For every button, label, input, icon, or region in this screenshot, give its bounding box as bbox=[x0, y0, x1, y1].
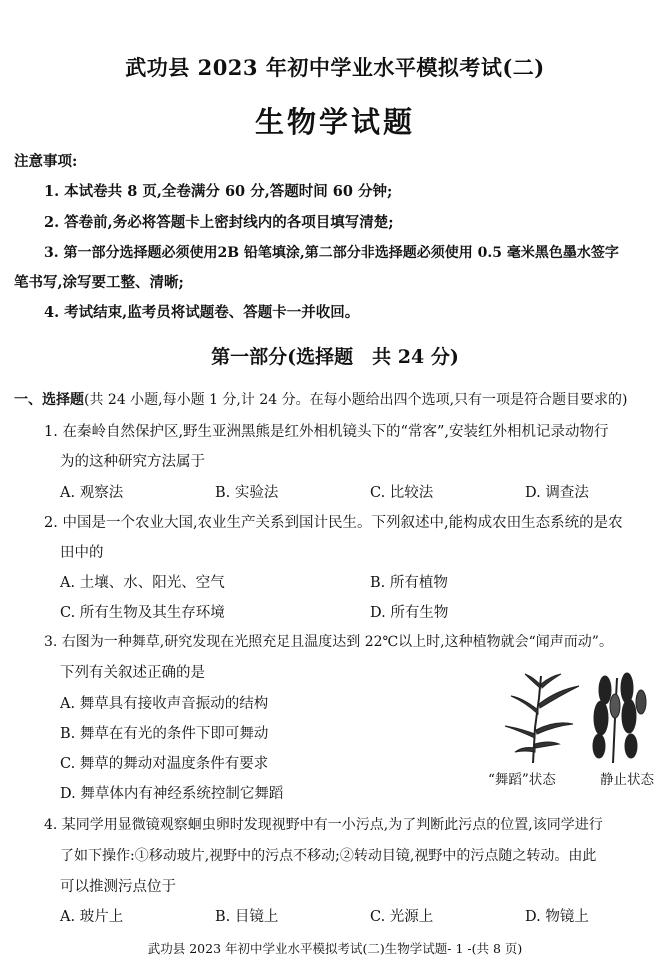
note-item-3-line-1: 3. 第一部分选择题必须使用2B 铅笔填涂,第二部分非选择题必须使用 0.5 毫米黑色墨水签字 bbox=[44, 245, 619, 261]
q1-option-a: A. 观察法 bbox=[60, 485, 124, 501]
dancing-state-plant-illustration bbox=[505, 674, 579, 763]
q3-option-d: D. 舞草体内有神经系统控制它舞蹈 bbox=[60, 786, 284, 802]
q1-option-d: D. 调查法 bbox=[525, 485, 589, 501]
page-footer: 武功县 2023 年初中学业水平模拟考试(二)生物学试题- 1 -(共 8 页) bbox=[147, 941, 523, 956]
q4-option-a: A. 玻片上 bbox=[60, 909, 124, 925]
notes-heading: 注意事项: bbox=[14, 153, 78, 170]
q2-option-d: D. 所有生物 bbox=[370, 605, 449, 621]
section-label: 一、选择题 bbox=[14, 392, 84, 408]
q3-stem-line-2: 下列有关叙述正确的是 bbox=[60, 665, 205, 681]
caption-dancing-state: “舞蹈”状态 bbox=[488, 772, 556, 788]
part-one-heading: 第一部分(选择题 共 24 分) bbox=[211, 346, 459, 368]
q1-stem-line-2: 为的这种研究方法属于 bbox=[60, 454, 205, 470]
q2-option-a: A. 土壤、水、阳光、空气 bbox=[60, 575, 225, 591]
q2-option-b: B. 所有植物 bbox=[370, 575, 448, 591]
q3-option-b: B. 舞草在有光的条件下即可舞动 bbox=[60, 726, 269, 742]
note-item-2: 2. 答卷前,务必将答题卡上密封线内的各项目填写清楚; bbox=[44, 214, 394, 231]
q3-option-c: C. 舞草的舞动对温度条件有要求 bbox=[60, 756, 269, 772]
note-item-1: 1. 本试卷共 8 页,全卷满分 60 分,答题时间 60 分钟; bbox=[44, 183, 393, 200]
q2-stem-line-2: 田中的 bbox=[60, 545, 104, 561]
q4-option-c: C. 光源上 bbox=[370, 909, 434, 925]
q2-option-c: C. 所有生物及其生存环境 bbox=[60, 605, 225, 621]
q4-stem-line-1: 4. 某同学用显微镜观察蛔虫卵时发现视野中有一小污点,为了判断此污点的位置,该同学进行 bbox=[44, 817, 603, 833]
q4-option-d: D. 物镜上 bbox=[525, 909, 589, 925]
section-heading bbox=[14, 389, 628, 409]
caption-still-state: 静止状态 bbox=[600, 772, 654, 788]
q3-option-a: A. 舞草具有接收声音振动的结构 bbox=[60, 696, 269, 712]
q1-stem-line-1: 1. 在秦岭自然保护区,野生亚洲黑熊是红外相机镜头下的“常客”,安装红外相机记录动物行 bbox=[44, 424, 609, 440]
q1-option-b: B. 实验法 bbox=[215, 485, 279, 501]
note-item-3-line-2: 笔书写,涂写要工整、清晰; bbox=[14, 274, 184, 291]
subject-title: 生物学试题 bbox=[254, 105, 415, 139]
section-description: (共 24 小题,每小题 1 分,计 24 分。在每小题给出四个选项,只有一项是符合题目要求的) bbox=[84, 392, 628, 408]
q1-option-c: C. 比较法 bbox=[370, 485, 434, 501]
q2-stem-line-1: 2. 中国是一个农业大国,农业生产关系到国计民生。下列叙述中,能构成农田生态系统的是农 bbox=[44, 515, 623, 531]
q3-stem-line-1: 3. 右图为一种舞草,研究发现在光照充足且温度达到 22℃以上时,这种植物就会“闻声而动”。 bbox=[44, 634, 613, 650]
exam-title: 武功县 2023 年初中学业水平模拟考试(二) bbox=[125, 55, 545, 80]
note-item-4: 4. 考试结束,监考员将试题卷、答题卡一并收回。 bbox=[44, 304, 360, 321]
q4-option-b: B. 目镜上 bbox=[215, 909, 279, 925]
q4-stem-line-3: 可以推测污点位于 bbox=[60, 879, 176, 895]
q4-stem-line-2: 了如下操作:①移动玻片,视野中的污点不移动;②转动目镜,视野中的污点随之转动。由此 bbox=[60, 848, 597, 864]
still-state-plant-illustration bbox=[593, 673, 646, 763]
